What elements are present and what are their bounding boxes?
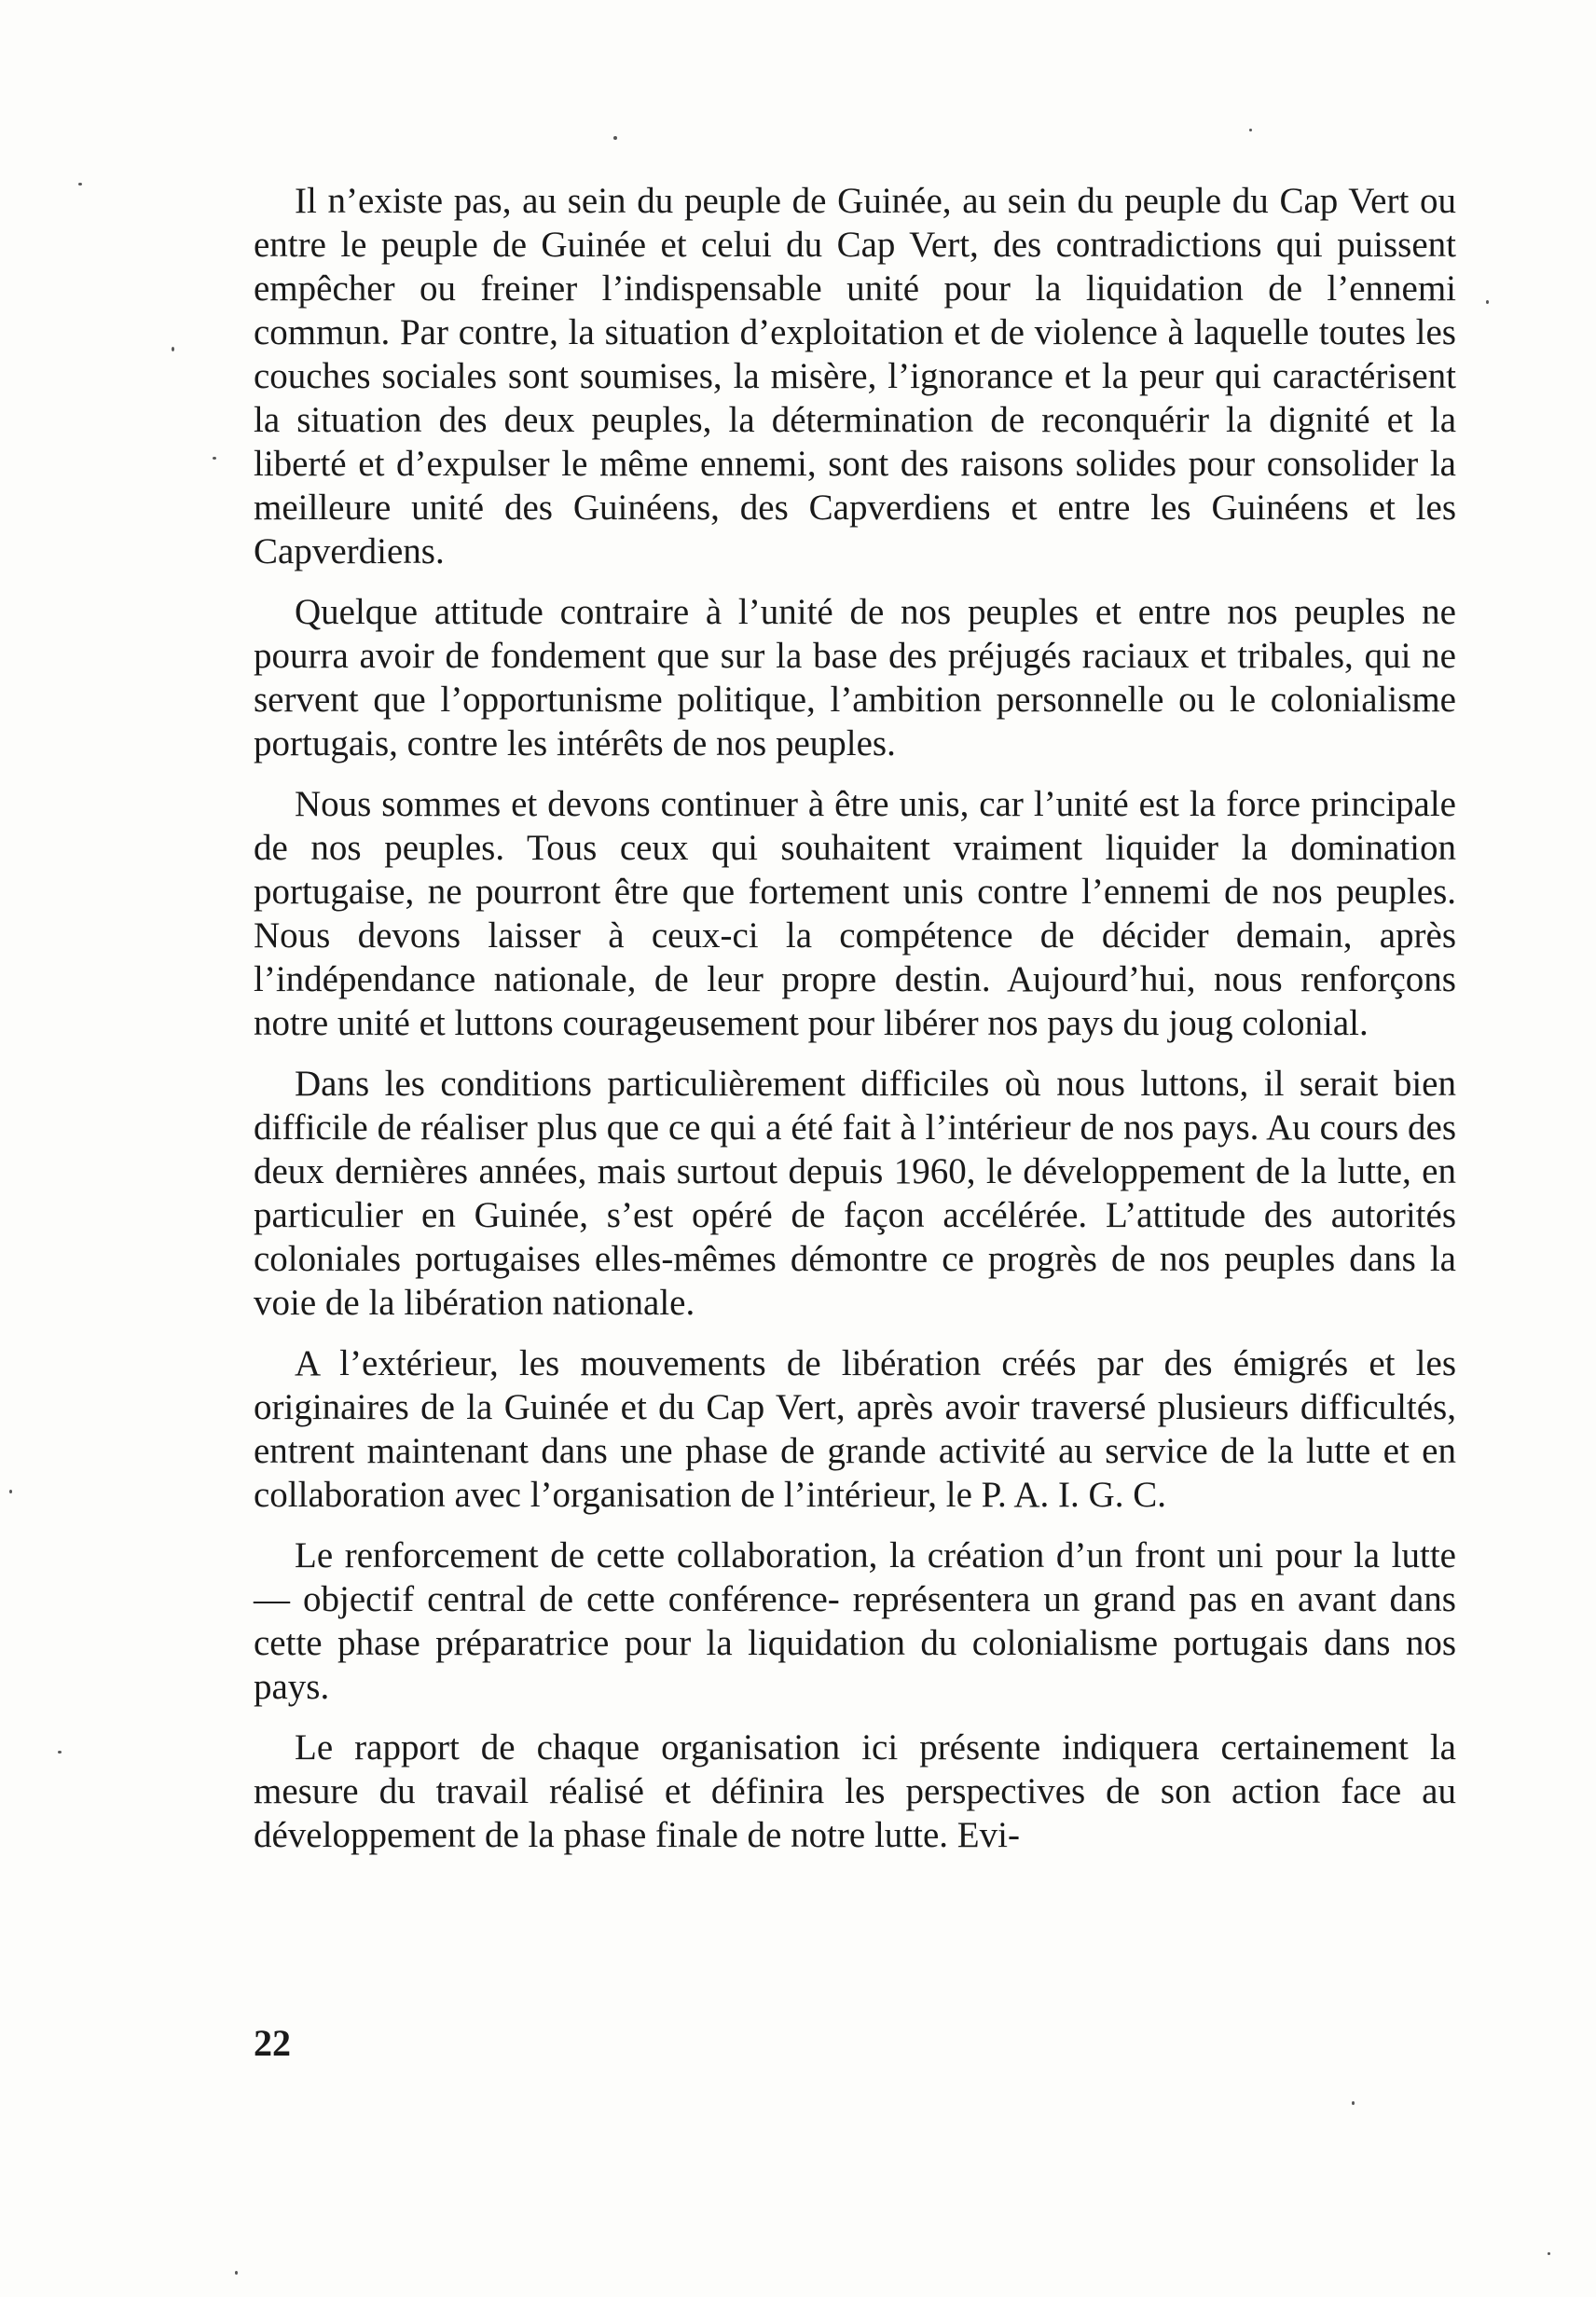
scan-speck	[172, 347, 174, 351]
paragraph-7: Le rapport de chaque organisation ici présente indiquera certainement la mesure du travail réalisé et définira les perspectives de son action face au développement de la phase finale de notre lutte. Evi-	[254, 1727, 1456, 1855]
paragraph-3: Nous sommes et devons continuer à être unis, car l’unité est la force principale de nos peuples. Tous ceux qui souhaitent vraiment liquider la domination portugaise, ne pourront être que fortement unis contre l’ennemi de nos peuples. Nous devons laisser à ceux-ci la compétence de décider demain, après l’indépendance nationale, de leur propre destin. Aujourd’hui, nous renforçons notre unité et luttons courageusement pour libérer nos pays du joug colonial.	[254, 784, 1456, 1043]
scan-speck	[613, 136, 617, 140]
paragraph-2: Quelque attitude contraire à l’unité de nos peuples et entre nos peuples ne pourra avoir de fondement que sur la base des préjugés raciaux et tribales, qui ne servent que l’opportunisme politique, l’ambition personnelle ou le colonialisme portugais, contre les intérêts de nos peuples.	[254, 592, 1456, 763]
paragraph-1: Il n’existe pas, au sein du peuple de Guinée, au sein du peuple du Cap Vert ou entre le peuple de Guinée et celui du Cap Vert, des contradictions qui puissent empêcher ou freiner l’indispensable unité pour la liquidation de l’ennemi commun. Par contre, la situation d’exploitation et de violence à laquelle toutes les couches sociales sont soumises, la misère, l’ignorance et la peur qui caractérisent la situation des deux peuples, la détermination de reconquérir la dignité et la liberté et d’expulser le même ennemi, sont des raisons solides pour consolider la meilleure unité des Guinéens, des Capverdiens et entre les Guinéens et les Capverdiens.	[254, 181, 1456, 571]
scan-speck	[235, 2271, 238, 2275]
scan-speck	[1352, 2101, 1355, 2105]
scan-speck	[1548, 2252, 1550, 2255]
page-number: 22	[254, 2022, 291, 2064]
scan-speck	[58, 1751, 62, 1754]
paragraph-4: Dans les conditions particulièrement difficiles où nous luttons, il serait bien difficile de réaliser plus que ce qui a été fait à l’intérieur de nos pays. Au cours des deux dernières années, mais surtout depuis 1960, le développement de la lutte, en particulier en Guinée, s’est opéré de façon accélérée. L’attitude des autorités coloniales portugaises elles-mêmes démontre ce progrès de nos peuples dans la voie de la libération nationale.	[254, 1064, 1456, 1323]
scan-speck	[1486, 300, 1489, 304]
body-text	[254, 179, 1456, 1874]
paragraph-5: A l’extérieur, les mouvements de libération créés par des émigrés et les originaires de la Guinée et du Cap Vert, après avoir traversé plusieurs difficultés, entrent maintenant dans une phase de grande activité au service de la lutte et en collaboration avec l’organisation de l’intérieur, le P. A. I. G. C.	[254, 1343, 1456, 1515]
scan-speck	[9, 1490, 12, 1493]
scan-speck	[78, 183, 82, 186]
scan-speck	[213, 457, 216, 460]
scan-speck	[1249, 129, 1252, 131]
paragraph-6: Le renforcement de cette collaboration, la création d’un front uni pour la lutte — objectif central de cette conférence- représentera un grand pas en avant dans cette phase préparatrice pour la liquidation du colonialisme portugais dans nos pays.	[254, 1535, 1456, 1707]
